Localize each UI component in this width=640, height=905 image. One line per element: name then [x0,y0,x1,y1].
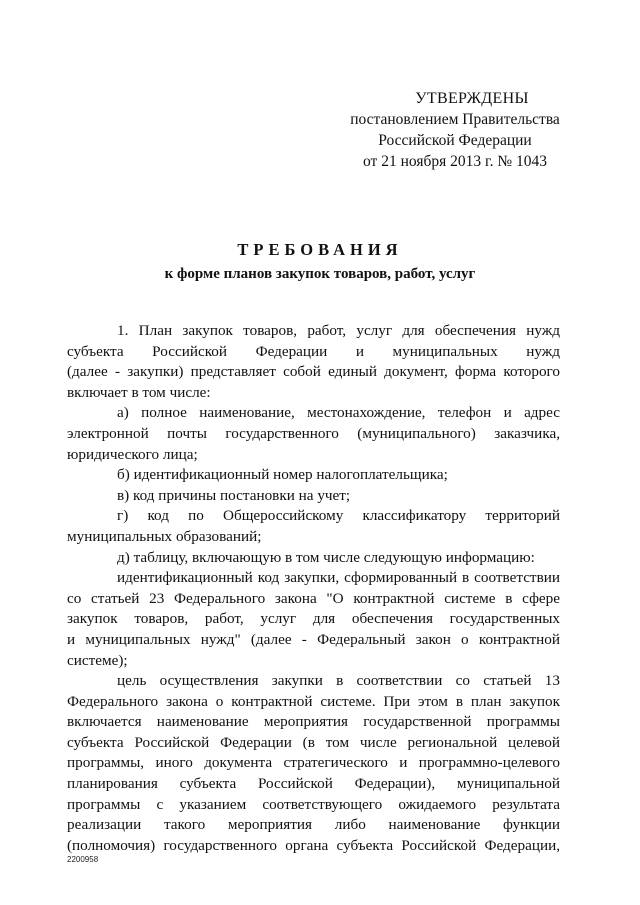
body-line: в) код причины постановки на учет; [117,486,351,504]
body-line: субъекта Российской Федерации (в том числе региональной целевой [67,733,560,751]
body-line: юридического лица; [67,445,198,463]
body-line: б) идентификационный номер налогоплательщика; [117,466,448,484]
body-line: закупок товаров, работ, услуг для обеспечения государственных [67,610,560,628]
body-line: (полномочия) государственного органа субъекта Российской Федерации, [67,836,560,854]
body-line: цель осуществления закупки в соответствии со статьей 13 [117,672,560,690]
document-subtitle: к форме планов закупок товаров, работ, услуг [164,266,476,282]
body-line: муниципальных образований; [67,527,262,545]
document-body [67,321,560,856]
body-line: реализации такого мероприятия либо наименование функции [67,816,560,834]
approval-stamp [340,88,570,172]
body-line: системе); [67,651,128,669]
body-line: а) полное наименование, местонахождение, телефон и адрес [117,404,560,422]
body-line: электронной почты государственного (муниципального) заказчика, [67,424,560,442]
body-line: включает в том числе: [67,383,211,401]
body-line: Федерального закона о контрактной системе. При этом в план закупок [67,692,560,710]
approval-line-3: от 21 ноября 2013 г. № 1043 [363,153,547,170]
document-footer-id: 2200958 [67,855,99,864]
body-line: д) таблицу, включающую в том числе следующую информацию: [117,548,535,566]
document-title: ТРЕБОВАНИЯ [237,240,403,259]
body-line: идентификационный код закупки, сформированный в соответствии [117,569,560,587]
body-line: (далее - закупки) представляет собой единый документ, форма которого [67,363,560,381]
body-line: субъекта Российской Федерации и муниципальных нужд [67,342,560,360]
approval-heading: УТВЕРЖДЕНЫ [415,90,529,107]
body-line: программы с указанием соответствующего ожидаемого результата [67,795,560,813]
body-line: программы, иного документа стратегического и программно-целевого [67,754,560,772]
body-line: со статьей 23 Федерального закона "О контрактной системе в сфере [67,589,560,607]
body-line: планирования субъекта Российской Федерации), муниципальной [67,775,560,793]
body-line: включается наименование мероприятия государственной программы [67,713,560,731]
body-line: г) код по Общероссийскому классификатору территорий [117,507,560,525]
approval-line-1: постановлением Правительства [350,111,560,128]
approval-line-2: Российской Федерации [378,132,532,149]
body-line: 1. План закупок товаров, работ, услуг для обеспечения нужд [117,322,560,339]
body-line: и муниципальных нужд" (далее - Федеральный закон о контрактной [67,630,560,648]
